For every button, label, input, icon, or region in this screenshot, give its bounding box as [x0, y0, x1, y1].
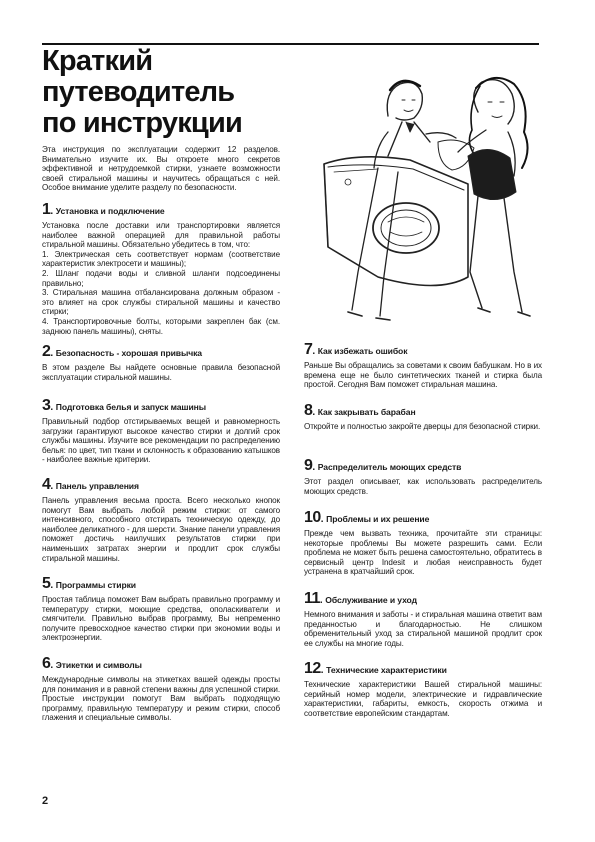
title-line-1: Краткий	[42, 45, 153, 77]
section-3	[42, 398, 280, 465]
title-line-2: путеводитель	[42, 76, 235, 108]
section-2-title: Безопасность - хорошая привычка	[55, 348, 202, 358]
section-6-title: Этикетки и символы	[55, 660, 142, 670]
intro-text: Эта инструкция по эксплуатации содержит 12 разделов. Внимательно изучите их. Вы откроете много секретов эффективной и нетрудоемкой стирки, узнаете возможности своей стиральной машины и научитесь обращаться с ней. Особое внимание уделите разделу по безопасности.	[42, 145, 280, 193]
section-4-body: Панель управления весьма проста. Всего несколько кнопок помогут Вам выбрать любой режим стирки: от самого интенсивного, способного отстирать техническую одежду, до наиболее деликатного - для шерсти. Знание панели управления поможет достичь наилучших результатов стирки при наименьших затратах энергии и продлит срок службы стиральной машины.	[42, 496, 280, 563]
section-3-body: Правильный подбор отстирываемых вещей и равномерность загрузки гарантируют высокое качество стирки и долгий срок службы машины. Изучите все рекомендации по распределению белья: по цвет, тип ткани и склонность к образованию катышков - наиболее важные критерии.	[42, 417, 280, 465]
section-12-title: Технические характеристики	[326, 665, 447, 675]
section-12	[304, 661, 542, 718]
section-5-body: Простая таблица поможет Вам выбрать правильно программу и температуру стирки, моющие средства, ополаскиватели и смягчители. Правильно выбрав программу, Вы непременно получите превосходное качество стирки при экономии воды и электроэнергии.	[42, 595, 280, 643]
section-5-number: 5	[42, 575, 51, 592]
section-1-title: Установка и подключение	[55, 206, 165, 216]
section-12-body: Технические характеристики Вашей стиральной машины: серийный номер модели, электрические и гидравлические характеристики, габариты, емкость, скорость отжима и соответствие европейским стандартам.	[304, 680, 542, 718]
section-9-body: Этот раздел описывает, как использовать распределитель моющих средств.	[304, 477, 542, 496]
section-10-heading: 10. Проблемы и их решение	[304, 509, 430, 526]
section-7-number: 7	[304, 341, 313, 358]
section-12-number: 12	[304, 660, 321, 677]
section-9	[304, 458, 542, 496]
section-10-title: Проблемы и их решение	[326, 514, 430, 524]
section-5-title: Программы стирки	[55, 580, 136, 590]
section-7-heading: 7. Как избежать ошибок	[304, 341, 408, 358]
section-11	[304, 591, 542, 648]
section-10-body: Прежде чем вызвать техника, прочитайте эти страницы: некоторые проблемы Вы можете разрешить сами. Если проблема не может быть решена самостоятельно, обратитесь в сервисный центр Indesit и любая неисправность будет устранена в кратчайший срок.	[304, 529, 542, 577]
section-2-number: 2	[42, 343, 51, 360]
section-10-number: 10	[304, 509, 321, 526]
section-7-body: Раньше Вы обращались за советами к своим бабушкам. Но в их времена еще не было синтетических тканей и стирка была простой. Сегодня Вам поможет стиральная машина.	[304, 361, 542, 390]
section-6-body: Международные символы на этикетках вашей одежды просты для понимания и в равной степени важны для успешной стирки. Простые инструкции помогут Вам выбрать подходящую программу, правильную температуру и режим стирки, способ глажения и специальные символы.	[42, 675, 280, 723]
section-7	[304, 342, 542, 390]
section-9-title: Распределитель моющих средств	[317, 462, 462, 472]
section-2-heading: 2. Безопасность - хорошая привычка	[42, 343, 202, 360]
section-1-heading: 1. Установка и подключение	[42, 201, 165, 218]
section-8-number: 8	[304, 402, 313, 419]
section-12-heading: 12. Технические характеристики	[304, 660, 447, 677]
couple-with-washing-machine-illustration	[318, 72, 540, 330]
section-1-body: Установка после доставки или транспортировки является наиболее важной операцией для правильной работы стиральной машины. Обязательно убедитесь в том, что: 1. Электрическая сеть соответствует нормам (соответствие характеристик электросети и машины); 2. Шланг подачи воды и сливной шланги подсоединены правильно; 3. Стиральная машина отбалансирована должным образом - это влияет на срок службы стиральной машины и качество стирки; 4. Транспортировочные болты, которыми закреплен бак (см. заднюю панель машины), сняты.	[42, 221, 280, 336]
section-9-heading: 9. Распределитель моющих средств	[304, 457, 462, 474]
section-1	[42, 202, 280, 336]
section-2	[42, 344, 280, 382]
section-11-title: Обслуживание и уход	[325, 595, 417, 605]
section-4	[42, 477, 280, 563]
section-4-heading: 4. Панель управления	[42, 476, 139, 493]
page-number: 2	[42, 795, 49, 807]
section-9-number: 9	[304, 457, 313, 474]
section-4-number: 4	[42, 476, 51, 493]
section-8-body: Откройте и полностью закройте дверцы для безопасной стирки.	[304, 422, 541, 431]
section-8	[304, 403, 542, 432]
section-1-number: 1	[42, 201, 51, 218]
section-8-title: Как закрывать барабан	[317, 407, 416, 417]
section-3-heading: 3. Подготовка белья и запуск машины	[42, 397, 206, 414]
page-title	[42, 46, 242, 139]
section-10	[304, 510, 542, 577]
section-8-heading: 8. Как закрывать барабан	[304, 402, 416, 419]
section-5-heading: 5. Программы стирки	[42, 575, 136, 592]
section-6	[42, 656, 280, 723]
section-7-title: Как избежать ошибок	[317, 346, 408, 356]
section-6-number: 6	[42, 655, 51, 672]
section-4-title: Панель управления	[55, 481, 139, 491]
section-3-title: Подготовка белья и запуск машины	[55, 402, 206, 412]
title-line-3: по инструкции	[42, 107, 243, 139]
section-11-number: 11	[304, 590, 320, 607]
section-3-number: 3	[42, 397, 51, 414]
section-2-body: В этом разделе Вы найдете основные правила безопасной эксплуатации стиральной машины.	[42, 363, 280, 382]
section-5	[42, 576, 280, 643]
section-11-heading: 11. Обслуживание и уход	[304, 590, 417, 607]
section-6-heading: 6. Этикетки и символы	[42, 655, 142, 672]
section-11-body: Немного внимания и заботы - и стиральная машина ответит вам преданностью и благодарностью. Не слишком обременительный уход за стиральной машиной продлит срок ее службы на многие годы.	[304, 610, 542, 648]
